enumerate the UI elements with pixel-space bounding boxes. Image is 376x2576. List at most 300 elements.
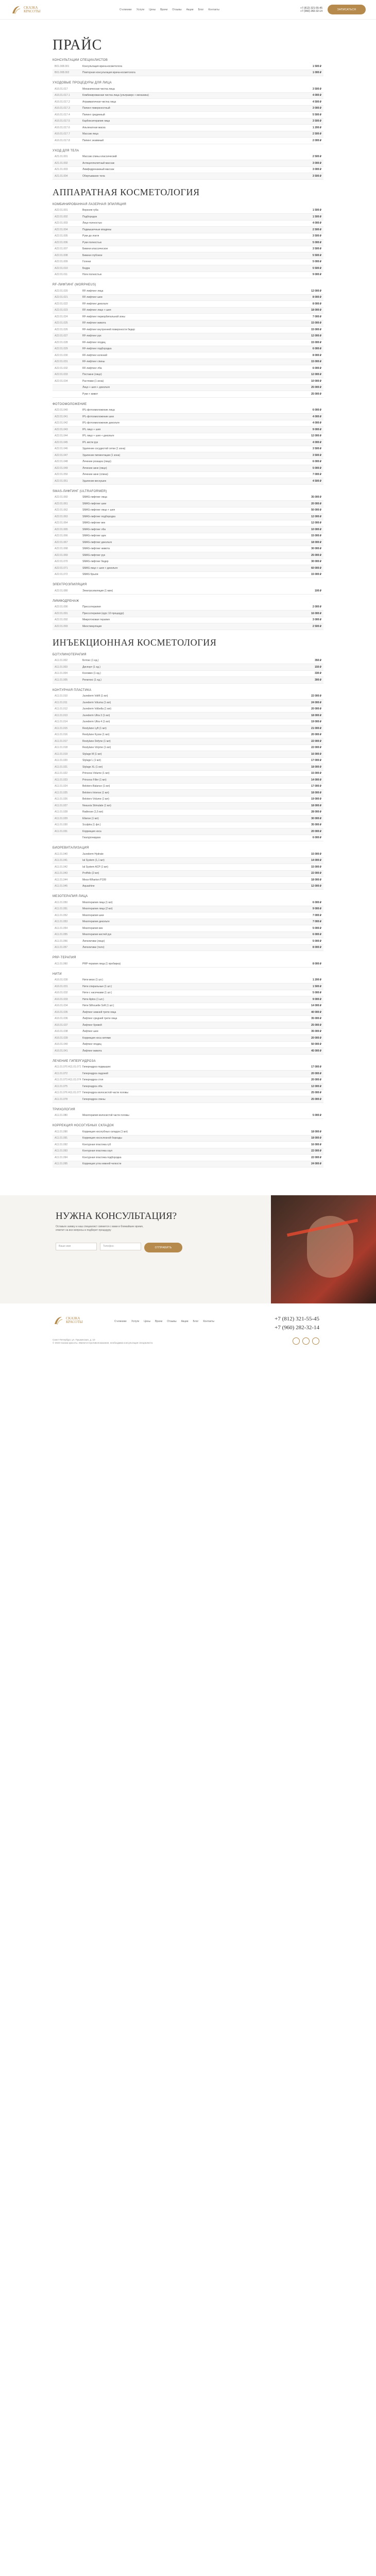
service-code: A16.01.036	[55, 1017, 68, 1021]
service-price: 1 500 ₽	[312, 985, 321, 988]
service-name: Meso-Wharton P199	[82, 878, 106, 882]
service-name: Гипергидроз волосистой части головы	[82, 1091, 128, 1095]
service-code: A16.01.017.4	[55, 113, 70, 116]
price-row	[53, 227, 323, 233]
service-name: SMAS-лифтинг живота	[82, 547, 110, 551]
service-code: A16.01.034	[55, 1004, 68, 1008]
service-price: 14 000 ₽	[311, 859, 321, 862]
footer-phones	[275, 1315, 319, 1332]
service-price: 30 000 ₽	[311, 817, 321, 820]
service-price: 50 000 ₽	[311, 509, 321, 512]
service-name: Гипергидроз спины	[82, 1097, 106, 1101]
service-price: 15 000 ₽	[311, 328, 321, 331]
service-name: RF-лифтинг лба	[82, 366, 102, 370]
telegram-icon[interactable]	[302, 1337, 310, 1345]
nav-link[interactable]: Акции	[186, 8, 194, 11]
service-code: A11.01.019	[55, 752, 68, 756]
footer-logo[interactable]	[53, 1315, 114, 1358]
service-code: A22.01.048	[55, 460, 68, 464]
logo-icon	[10, 4, 22, 15]
service-code: A22.01.033	[55, 373, 68, 377]
service-code: A16.01.031	[55, 985, 68, 988]
page-title: ПРАЙС	[53, 37, 102, 53]
submit-button[interactable]: ОТПРАВИТЬ	[144, 1243, 182, 1252]
service-code: A11.01.024	[55, 785, 68, 788]
service-name: Нити спиральные (1 шт.)	[82, 985, 112, 988]
price-row	[53, 86, 323, 93]
phone-link-2[interactable]: +7 (960) 282-32-14	[300, 9, 322, 13]
service-name: Верхняя губа	[82, 209, 98, 212]
footer-nav-link[interactable]: Акции	[181, 1320, 189, 1323]
price-row	[53, 308, 323, 314]
price-list	[0, 20, 376, 1167]
service-name: Подбородок	[82, 215, 97, 218]
service-name: Контурная пластика скул	[82, 1149, 113, 1153]
price-group-title: УХОДОВЫЕ ПРОЦЕДУРЫ ДЛЯ ЛИЦА	[53, 81, 112, 84]
service-code: A16.01.017.7	[55, 132, 70, 136]
service-price: 40 000 ₽	[311, 1010, 321, 1014]
service-name: Гипергидроз подмышек	[82, 1065, 111, 1069]
service-code: A11.01.004	[55, 672, 68, 675]
service-price: 5 000 ₽	[312, 1114, 321, 1117]
service-name: Коррекция угла нижней челюсти	[82, 1162, 122, 1166]
price-row	[53, 131, 323, 138]
price-row	[53, 617, 323, 624]
service-code: A22.01.047	[55, 453, 68, 457]
book-button[interactable]: ЗАПИСАТЬСЯ	[328, 5, 366, 14]
price-row	[53, 240, 323, 246]
service-code: A22.01.060	[55, 496, 68, 499]
price-row	[53, 221, 323, 227]
service-code: A22.01.001	[55, 209, 68, 212]
site-header	[0, 0, 376, 20]
service-price: 3 500 ₽	[312, 447, 321, 451]
price-row	[53, 822, 323, 829]
service-price: 50 000 ₽	[311, 1043, 321, 1046]
consultation-title: НУЖНА КОНСУЛЬТАЦИЯ?	[56, 1211, 177, 1222]
footer-nav-link[interactable]: О клинике	[114, 1320, 127, 1323]
service-code: A22.01.003	[55, 222, 68, 225]
service-code: A11.01.028	[55, 810, 68, 814]
service-name: Контурная пластика губ	[82, 1143, 111, 1146]
service-code: A22.01.050	[55, 473, 68, 477]
service-code: A11.01.092	[55, 1143, 68, 1146]
price-row	[53, 851, 323, 858]
service-price: 2 000 ₽	[312, 139, 321, 142]
service-code: A22.01.090	[55, 605, 68, 609]
service-code: A11.01.050	[55, 901, 68, 904]
service-name: Лицо полностью	[82, 222, 102, 225]
phone-input[interactable]: Телефон	[100, 1243, 141, 1250]
price-row	[53, 154, 323, 161]
service-price: 22 000 ₽	[311, 746, 321, 750]
price-group-title: БОТУЛИНОТЕРАПИЯ	[53, 653, 87, 656]
service-name: Липолитики (тело)	[82, 946, 105, 950]
service-price: 35 000 ₽	[311, 496, 321, 499]
service-price: 3 500 ₽	[312, 247, 321, 251]
service-name: Липолитики (лицо)	[82, 939, 105, 943]
nav-link[interactable]: Услуги	[136, 8, 145, 11]
service-code: A22.01.026	[55, 328, 68, 331]
service-price: 330 ₽	[315, 672, 321, 675]
service-name: Комбинированная чистка лица (ультразвук + механика)	[82, 94, 149, 97]
price-row	[53, 938, 323, 945]
price-row	[53, 996, 323, 1003]
service-price: 300 ₽	[315, 678, 321, 682]
service-price: 22 000 ₽	[311, 872, 321, 875]
service-price: 16 000 ₽	[311, 1143, 321, 1146]
service-code: A11.01.030	[55, 823, 68, 827]
service-price: 150 ₽	[315, 665, 321, 669]
price-row	[53, 732, 323, 739]
service-price: 25 000 ₽	[311, 1023, 321, 1027]
service-price: 10 000 ₽	[311, 379, 321, 383]
service-price: 17 000 ₽	[311, 759, 321, 762]
price-row	[53, 1064, 323, 1071]
price-row	[53, 320, 323, 327]
consultation-photo	[271, 1195, 376, 1303]
service-name: Пилинг энзимный	[82, 139, 104, 142]
service-name: Механическая чистка лица	[82, 87, 115, 91]
service-price: 14 000 ₽	[311, 778, 321, 782]
service-name: Лечение акне (спина)	[82, 473, 108, 477]
service-code: A11.01.005	[55, 678, 68, 682]
price-row	[53, 99, 323, 106]
service-code: A22.01.030	[55, 353, 68, 357]
price-group-title: НИТИ	[53, 972, 62, 976]
price-row	[53, 671, 323, 677]
service-name: RF-лифтинг лицо + шея	[82, 309, 111, 312]
service-price: 350 ₽	[315, 659, 321, 663]
service-code: A11.01.042	[55, 865, 68, 869]
price-row	[53, 784, 323, 790]
price-group-title: БИОРЕВИТАЛИЗАЦИЯ	[53, 846, 89, 850]
service-name: Коррекция носа	[82, 829, 101, 833]
price-row	[53, 514, 323, 520]
price-row	[53, 459, 323, 466]
service-price: 3 000 ₽	[312, 618, 321, 622]
price-row	[53, 265, 323, 272]
service-name: Нити мезо (1 шт.)	[82, 978, 104, 982]
service-price: 3 500 ₽	[312, 120, 321, 123]
service-name: Мезотерапия декольте	[82, 920, 110, 924]
price-row	[53, 552, 323, 559]
service-code: A11.01.072	[55, 1072, 68, 1075]
service-name: Лифтинг нижней трети лица	[82, 1010, 116, 1014]
service-price: 18 000 ₽	[311, 714, 321, 717]
price-row	[53, 1136, 323, 1142]
service-code: A21.01.001	[55, 155, 68, 159]
footer-phone-2[interactable]: +7 (960) 282-32-14	[275, 1325, 319, 1331]
price-row	[53, 864, 323, 871]
service-price: 6 000 ₽	[312, 836, 321, 840]
service-name: Ellanse (1 мл)	[82, 817, 99, 820]
service-price: 7 000 ₽	[312, 473, 321, 477]
service-code: A11.01.055	[55, 933, 68, 937]
price-row	[53, 272, 323, 279]
service-price: 20 000 ₽	[311, 829, 321, 833]
phone-link-1[interactable]: +7 (812) 321-55-45	[300, 6, 322, 10]
service-code: A22.01.093	[55, 624, 68, 628]
service-code: A11.01.051	[55, 907, 68, 911]
service-code: A16.01.017.8	[55, 139, 70, 142]
nav-link[interactable]: О клинике	[119, 8, 132, 11]
service-name: Электроэпиляция (1 мин)	[82, 589, 113, 592]
service-name: Мезотерапия шеи	[82, 913, 104, 917]
service-price: 15 000 ₽	[311, 534, 321, 538]
service-code: A22.01.041	[55, 415, 68, 418]
price-row	[53, 1022, 323, 1029]
service-code: A11.01.095	[55, 1162, 68, 1166]
price-row	[53, 858, 323, 865]
price-row	[53, 439, 323, 446]
price-group-title: УХОД ДЛЯ ТЕЛА	[53, 149, 79, 152]
service-price: 24 000 ₽	[311, 1162, 321, 1166]
price-row	[53, 1048, 323, 1055]
service-code: B01.008.002	[55, 71, 70, 75]
service-price: 14 000 ₽	[311, 1004, 321, 1008]
price-row	[53, 777, 323, 784]
price-row	[53, 1142, 323, 1148]
service-price: 17 000 ₽	[311, 785, 321, 788]
nav-link[interactable]: Врачи	[160, 8, 168, 11]
price-row	[53, 314, 323, 320]
service-code: A11.01.094	[55, 1156, 68, 1159]
price-row	[53, 932, 323, 939]
service-price: 15 000 ₽	[311, 865, 321, 869]
price-row	[53, 912, 323, 919]
service-code: A11.01.060	[55, 962, 68, 965]
vk-icon[interactable]	[293, 1337, 300, 1345]
service-code: A22.01.070	[55, 560, 68, 564]
service-price: 2 500 ₽	[312, 624, 321, 628]
service-name: RF-лифтинг внутренней поверхности бедер	[82, 328, 135, 331]
price-row	[53, 125, 323, 131]
service-code: A22.01.021	[55, 296, 68, 299]
service-code: A11.01.057	[55, 946, 68, 950]
footer-nav-link[interactable]: Услуги	[131, 1320, 140, 1323]
price-row	[53, 546, 323, 553]
price-row	[53, 391, 323, 398]
price-row	[53, 167, 323, 174]
price-row	[53, 346, 323, 353]
service-code: A16.01.017	[55, 87, 68, 91]
main-nav	[57, 8, 282, 11]
service-code: A11.01.023	[55, 778, 68, 782]
service-name: Лечение акне (лицо)	[82, 466, 107, 470]
price-row	[53, 877, 323, 884]
service-code: A22.01.005	[55, 234, 68, 238]
service-code: A22.01.091	[55, 612, 68, 615]
service-price: 6 000 ₽	[312, 901, 321, 904]
whatsapp-icon[interactable]	[312, 1337, 319, 1345]
service-price: 35 000 ₽	[311, 1030, 321, 1033]
service-name: Микротоковая терапия	[82, 618, 110, 622]
service-price: 15 000 ₽	[311, 360, 321, 364]
price-row	[53, 433, 323, 440]
service-code: A22.01.069	[55, 553, 68, 557]
price-group-title: КОНСУЛЬТАЦИИ СПЕЦИАЛИСТОВ	[53, 59, 108, 62]
service-price: 19 000 ₽	[311, 798, 321, 801]
service-code: A11.01.040	[55, 852, 68, 856]
service-name: Stylage XL (1 мл)	[82, 765, 103, 769]
service-name: Нити Aptos (1 шт.)	[82, 997, 104, 1001]
price-group-title: RF-ЛИФТИНГ (MORPHEUS)	[53, 283, 96, 286]
service-name: IPL-фотоомоложение декольте	[82, 421, 120, 425]
footer-nav-link[interactable]: Врачи	[155, 1320, 163, 1323]
service-name: Нити с насечками (1 шт.)	[82, 991, 112, 995]
price-row	[53, 414, 323, 420]
price-row	[53, 359, 323, 366]
service-code: A11.01.078	[55, 1097, 68, 1101]
price-row	[53, 93, 323, 99]
price-row	[53, 1003, 323, 1010]
service-name: IPL лицо + шея	[82, 428, 101, 431]
service-price: 19 000 ₽	[311, 720, 321, 724]
nav-link[interactable]: Контакты	[208, 8, 219, 11]
price-row	[53, 677, 323, 684]
service-price: 18 000 ₽	[311, 791, 321, 794]
service-price: 100 ₽	[315, 589, 321, 592]
site-footer	[0, 1303, 376, 1358]
service-name: RF-лифтинг периорбитальной зоны	[82, 315, 126, 318]
service-price: 12 000 ₽	[311, 334, 321, 338]
price-row	[53, 365, 323, 372]
price-row	[53, 565, 323, 572]
service-name: Лифтинг бровей	[82, 1023, 102, 1027]
service-name: RF-лифтинг живота	[82, 321, 106, 325]
service-name: RF-лифтинг лица	[82, 289, 104, 293]
service-name: Profhilo (2 мл)	[82, 872, 99, 875]
price-row	[53, 796, 323, 803]
service-name: Juvederm Voluma (1 мл)	[82, 701, 111, 704]
service-code: A16.01.017.5	[55, 120, 70, 123]
service-price: 4 500 ₽	[312, 479, 321, 483]
service-price: 15 000 ₽	[311, 341, 321, 344]
service-price: 1 500 ₽	[312, 64, 321, 68]
footer-logo-line1: СКАЗКА	[66, 1316, 80, 1320]
price-row	[53, 1161, 323, 1168]
service-price: 5 500 ₽	[312, 113, 321, 116]
service-price: 3 000 ₽	[312, 168, 321, 172]
service-price: 15 000 ₽	[311, 321, 321, 325]
service-code: A16.01.040	[55, 1043, 68, 1046]
price-row	[53, 559, 323, 566]
service-name: Нити Silhouette Soft (1 шт.)	[82, 1004, 114, 1008]
service-name: Мезотерапия век	[82, 926, 103, 930]
service-code: A22.01.031	[55, 360, 68, 364]
nav-link[interactable]: Блог	[198, 8, 204, 11]
service-price: 25 000 ₽	[311, 386, 321, 389]
footer-nav-link[interactable]: Цены	[144, 1320, 151, 1323]
service-price: 18 000 ₽	[311, 804, 321, 807]
service-code: A11.01.020	[55, 759, 68, 762]
service-price: 25 000 ₽	[311, 553, 321, 557]
service-code: A16.01.041	[55, 1049, 68, 1053]
service-name: SMAS-лифтинг рук	[82, 553, 106, 557]
service-code: A22.01.049	[55, 466, 68, 470]
service-price: 35 000 ₽	[311, 823, 321, 827]
price-row	[53, 208, 323, 214]
footer-nav-link[interactable]: Блог	[193, 1320, 199, 1323]
price-row	[53, 1096, 323, 1103]
service-price: 20 000 ₽	[311, 1078, 321, 1082]
footer-info	[53, 1338, 176, 1345]
price-row	[53, 1083, 323, 1090]
price-row	[53, 378, 323, 385]
price-row	[53, 611, 323, 617]
price-row	[53, 446, 323, 453]
service-name: Belotero Volume (1 мл)	[82, 798, 109, 801]
service-price: 5 000 ₽	[312, 241, 321, 244]
service-name: Гиалуронидаза	[82, 836, 101, 840]
nav-link[interactable]: Цены	[149, 8, 156, 11]
service-code: A16.01.017.2	[55, 100, 70, 104]
service-price: 15 000 ₽	[311, 852, 321, 856]
service-code: A22.01.040	[55, 409, 68, 412]
service-name: RF-лифтинг шеи	[82, 296, 102, 299]
price-group-title: PRP-ТЕРАПИЯ	[53, 956, 76, 959]
price-row	[53, 771, 323, 777]
price-row	[53, 588, 323, 595]
service-price: 12 000 ₽	[311, 434, 321, 438]
logo-line1: СКАЗКА	[24, 5, 38, 10]
service-price: 3 500 ₽	[312, 453, 321, 457]
footer-nav-link[interactable]: Отзывы	[167, 1320, 177, 1323]
service-name: SMAS-лифтинг декольте	[82, 540, 112, 544]
footer-nav-link[interactable]: Контакты	[203, 1320, 214, 1323]
service-name: Гипергидроз ладоней	[82, 1072, 108, 1075]
service-name: RF-лифтинг декольте	[82, 302, 108, 306]
price-row	[53, 900, 323, 906]
service-name: Sculptra (1 фл.)	[82, 823, 101, 827]
name-input[interactable]: Ваше имя	[56, 1243, 97, 1250]
service-code: A22.01.028	[55, 341, 68, 344]
service-name: SMAS-лифтинг лба	[82, 528, 106, 531]
service-code: A22.01.023	[55, 309, 68, 312]
service-code: A21.01.004	[55, 174, 68, 178]
service-code: A11.01.080	[55, 1114, 68, 1117]
service-name: Диспорт (1 ед.)	[82, 665, 100, 669]
service-name: Прессотерапия (курс 10 процедур)	[82, 612, 124, 615]
nav-link[interactable]: Отзывы	[172, 8, 182, 11]
service-code: A11.01.053	[55, 920, 68, 924]
service-price: 16 000 ₽	[311, 612, 321, 615]
social-links	[293, 1337, 319, 1345]
service-code: A22.01.007	[55, 247, 68, 251]
service-name: Stylage L (1 мл)	[82, 759, 101, 762]
service-name: Растяжки (1 зона)	[82, 379, 104, 383]
service-code: A11.01.015	[55, 726, 68, 730]
price-row	[53, 252, 323, 259]
service-price: 4 000 ₽	[312, 222, 321, 225]
price-row	[53, 719, 323, 726]
price-row	[53, 472, 323, 479]
price-row	[53, 427, 323, 433]
service-code: A11.01.031	[55, 829, 68, 833]
service-price: 12 000 ₽	[311, 521, 321, 525]
service-name: Ксеомин (1 ед.)	[82, 672, 101, 675]
logo[interactable]	[10, 4, 57, 15]
footer-phone-1[interactable]: +7 (812) 321-55-45	[275, 1316, 319, 1322]
service-price: 25 000 ₽	[311, 392, 321, 396]
service-name: Удаление веснушек	[82, 479, 107, 483]
service-name: Бикини классическое	[82, 247, 108, 251]
service-price: 21 000 ₽	[311, 726, 321, 730]
service-price: 60 000 ₽	[311, 566, 321, 570]
service-name: Juvederm Ultra 4 (1 мл)	[82, 720, 110, 724]
service-price: 5 000 ₽	[312, 939, 321, 943]
